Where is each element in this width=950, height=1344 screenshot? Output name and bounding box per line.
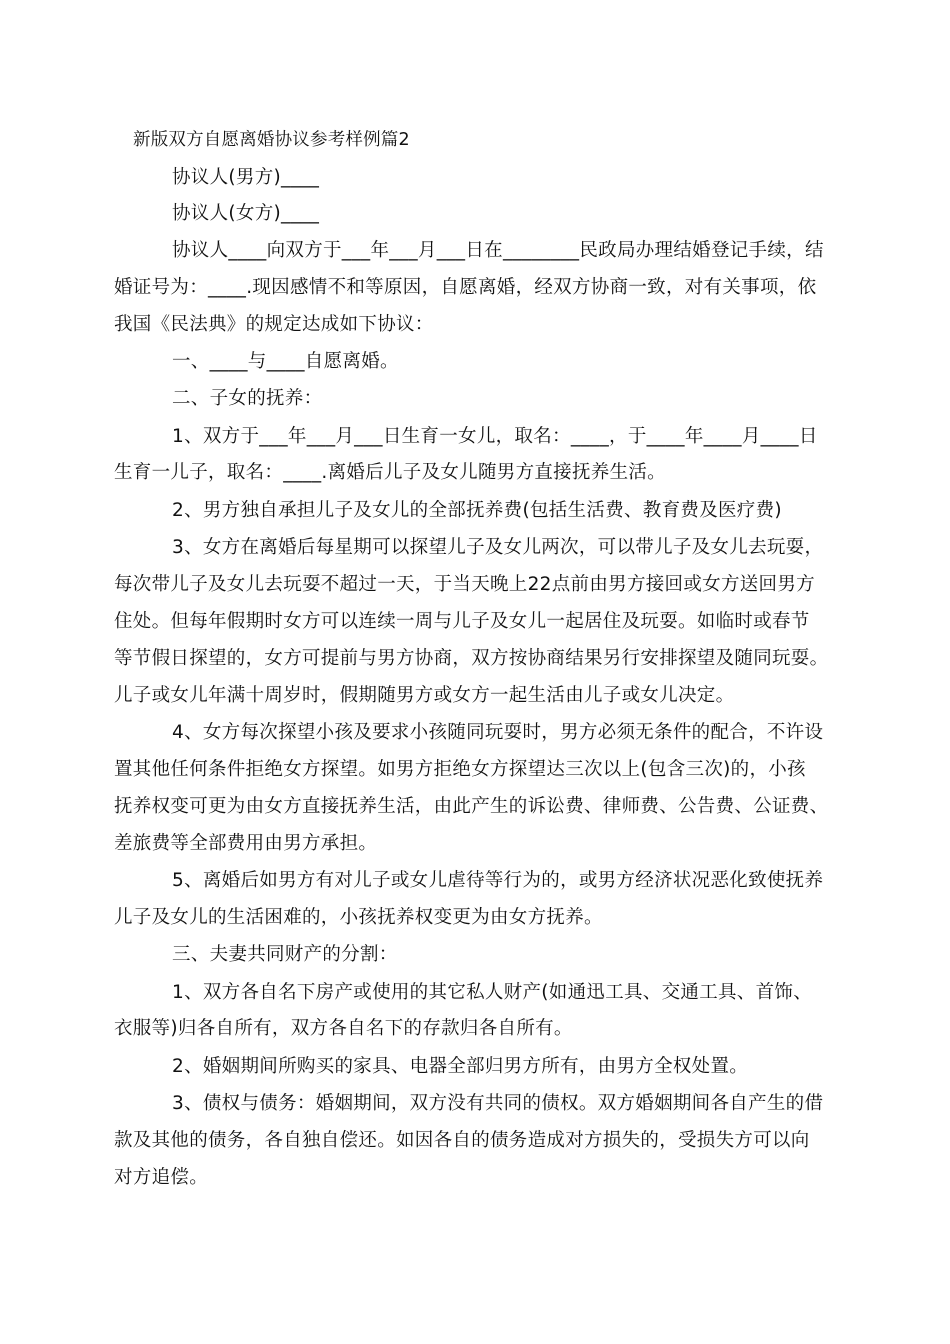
- party-female-line: 协议人(女方)____: [172, 203, 320, 224]
- section-heading: 三、夫妻共同财产的分割：: [172, 944, 398, 965]
- body-line: 协议人____向双方于___年___月___日在________民政局办理结婚登记手续，结: [172, 240, 824, 261]
- body-line: 置其他任何条件拒绝女方探望。如男方拒绝女方探望达三次以上(包含三次)的，小孩: [114, 759, 806, 780]
- body-line: 4、女方每次探望小孩及要求小孩随同玩耍时，男方必须无条件的配合，不许设: [172, 722, 824, 743]
- body-line: 1、双方各自名下房产或使用的其它私人财产(如通迅工具、交通工具、首饰、: [172, 982, 812, 1003]
- body-line: 儿子及女儿的生活困难的，小孩抚养权变更为由女方抚养。: [114, 907, 603, 928]
- section-one-line: 一、____与____自愿离婚。: [172, 351, 399, 372]
- section-heading: 二、子女的抚养：: [172, 388, 323, 409]
- body-line: 婚证号为：____.现因感情不和等原因，自愿离婚，经双方协商一致，对有关事项，依: [114, 277, 817, 298]
- body-line: 等节假日探望的，女方可提前与男方协商，双方按协商结果另行安排探望及随同玩耍。: [114, 648, 829, 669]
- body-line: 款及其他的债务，各自独自偿还。如因各自的债务造成对方损失的，受损失方可以向: [114, 1130, 810, 1151]
- body-line: 3、女方在离婚后每星期可以探望儿子及女儿两次，可以带儿子及女儿去玩耍，: [172, 537, 824, 558]
- body-line: 对方追偿。: [114, 1167, 209, 1188]
- body-line: 生育一儿子，取名：____.离婚后儿子及女儿随男方直接抚养生活。: [114, 462, 666, 483]
- body-line: 1、双方于___年___月___日生育一女儿，取名：____，于____年____月____日: [172, 426, 818, 447]
- body-line: 差旅费等全部费用由男方承担。: [114, 833, 378, 854]
- body-line: 5、离婚后如男方有对儿子或女儿虐待等行为的，或男方经济状况恶化致使抚养: [172, 870, 824, 891]
- body-line: 抚养权变可更为由女方直接抚养生活，由此产生的诉讼费、律师费、公告费、公证费、: [114, 796, 829, 817]
- body-line: 衣服等)归各自所有，双方各自名下的存款归各自所有。: [114, 1018, 573, 1039]
- body-line: 每次带儿子及女儿去玩耍不超过一天，于当天晚上22点前由男方接回或女方送回男方: [114, 574, 815, 595]
- document-title: 新版双方自愿离婚协议参考样例篇2: [133, 130, 410, 150]
- party-male-line: 协议人(男方)____: [172, 167, 320, 188]
- body-line: 我国《民法典》的规定达成如下协议：: [114, 314, 434, 335]
- body-line: 3、债权与债务：婚姻期间，双方没有共同的债权。双方婚姻期间各自产生的借: [172, 1093, 824, 1114]
- body-line: 住处。但每年假期时女方可以连续一周与儿子及女儿一起居住及玩耍。如临时或春节: [114, 611, 810, 632]
- body-line: 儿子或女儿年满十周岁时，假期随男方或女方一起生活由儿子或女儿决定。: [114, 685, 735, 706]
- body-line: 2、男方独自承担儿子及女儿的全部抚养费(包括生活费、教育费及医疗费): [172, 500, 782, 521]
- body-line: 2、婚姻期间所购买的家具、电器全部归男方所有，由男方全权处置。: [172, 1056, 749, 1077]
